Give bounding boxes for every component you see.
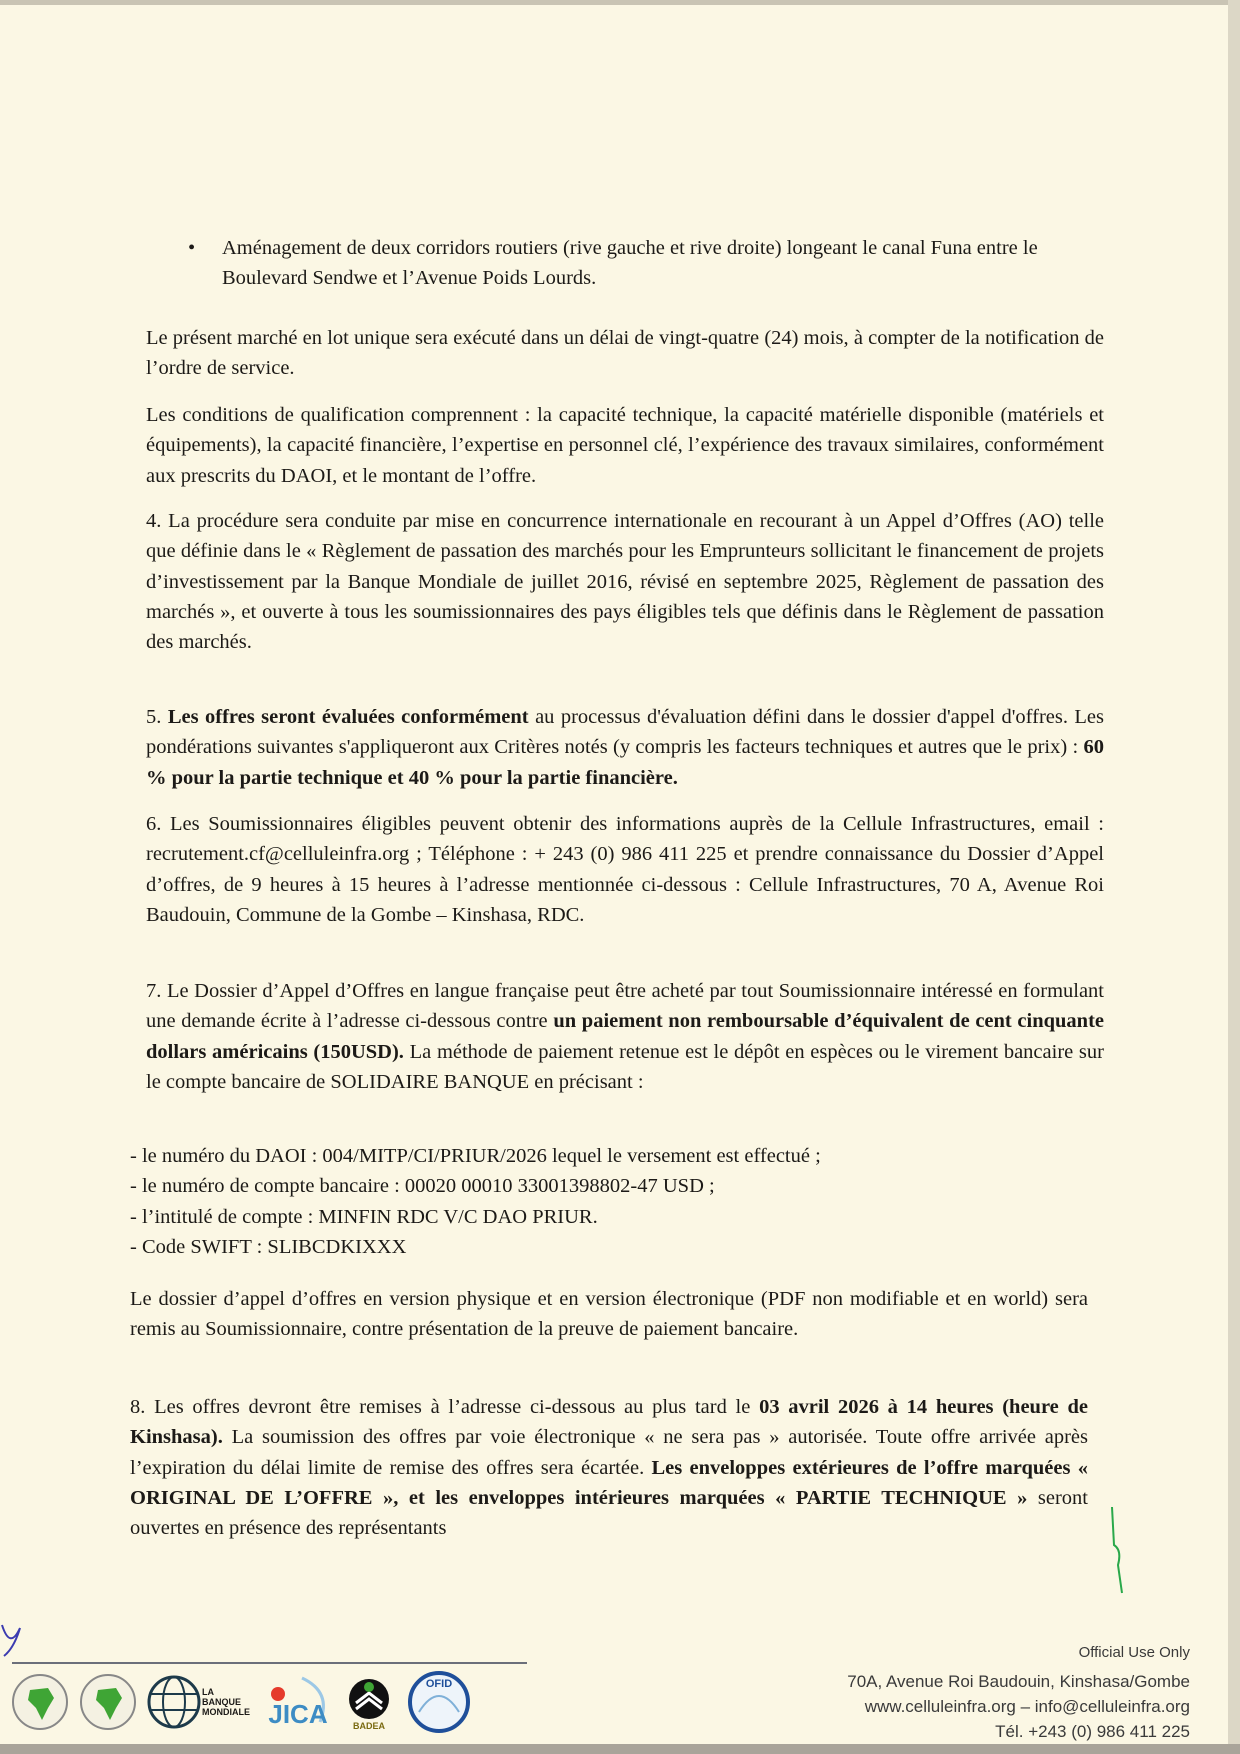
afdb-logo-icon bbox=[10, 1672, 70, 1732]
paragraph-7 bbox=[146, 976, 1104, 1097]
footer-divider bbox=[12, 1662, 527, 1664]
p7-method: La méthode de paiement retenue est le dépôt en espèces ou le virement bancaire sur le compte bancaire de bbox=[146, 1040, 1104, 1093]
handwritten-signature-mark bbox=[0, 1620, 30, 1660]
p5-weights: 60 % pour la partie technique et 40 % pour la partie financière. bbox=[146, 736, 1104, 789]
p8-deadline: 03 avril 2026 à 14 heures (heure de Kinshasa). bbox=[130, 1396, 1088, 1449]
p8-text: 8. Les offres devront être remises à l’adresse ci-dessous au plus tard le bbox=[130, 1396, 760, 1418]
handwritten-initial-mark bbox=[1108, 1505, 1128, 1595]
p8-text-2: La soumission des offres par voie électronique « ne sera pas » autorisée. Toute offre arrivée après l’expiration du délai limite de remise des offres sera écartée. bbox=[130, 1426, 1088, 1479]
p5-bold: Les offres seront évaluées conformément bbox=[167, 706, 529, 728]
footer-contact bbox=[847, 1640, 1190, 1744]
jica-logo bbox=[262, 1672, 334, 1732]
p7-text: 7. Le Dossier d’Appel d’Offres en langue française peut être acheté par tout Soumissionnaire intéressé en formulant une demande écrite à l’adresse ci-dessous contre bbox=[146, 980, 1104, 1033]
paragraph-5 bbox=[146, 702, 1104, 793]
jica-label: JICA bbox=[268, 1698, 328, 1729]
bullet-icon: • bbox=[188, 237, 196, 259]
ofid-logo bbox=[404, 1670, 474, 1734]
ofid-label: OFID bbox=[425, 1678, 453, 1690]
scan-top-edge bbox=[0, 0, 1240, 5]
p7-payment: un paiement non remboursable d’équivalent de cent cinquante dollars américains (150USD). bbox=[146, 1010, 1104, 1063]
bullet-item bbox=[188, 233, 1104, 294]
globe-icon bbox=[146, 1672, 202, 1732]
payment-details-list bbox=[130, 1141, 821, 1262]
official-use-label: Official Use Only bbox=[1078, 1644, 1190, 1661]
world-bank-logo bbox=[146, 1672, 254, 1732]
paragraph-qualification: Les conditions de qualification comprennent : la capacité technique, la capacité matérielle disponible (matériels et équipements), la capacité financière, l’expertise en personnel clé, l’expérience des travaux similaires, conformément aux prescrits du DAOI, et le montant de l’offre. bbox=[146, 404, 1104, 487]
badea-logo bbox=[342, 1673, 396, 1731]
scan-right-edge bbox=[1228, 0, 1240, 1754]
p5-text: au processus d'évaluation défini dans le dossier d'appel d'offres. Les pondérations suivantes s'appliqueront aux Critères notés (y compris les facteurs techniques et autres que le prix) : bbox=[146, 706, 1105, 759]
badea-label: BADEA bbox=[352, 1721, 385, 1731]
bullet-text: Aménagement de deux corridors routiers (rive gauche et rive droite) longeant le canal Funa entre le Boulevard Sendwe et l’Avenue Poids Lourds. bbox=[222, 237, 1038, 290]
paragraph-duration: Le présent marché en lot unique sera exécuté dans un délai de vingt-quatre (24) mois, à compter de la notification de l’ordre de service. bbox=[146, 327, 1104, 380]
list-item: - le numéro du DAOI : 004/MITP/CI/PRIUR/2026 lequel le versement est effectué ; bbox=[130, 1145, 821, 1167]
list-item: - le numéro de compte bancaire : 00020 00010 33001398802-47 USD ; bbox=[130, 1175, 715, 1198]
scan-bottom-edge bbox=[0, 1744, 1240, 1754]
partner-logos bbox=[10, 1670, 474, 1734]
list-item: - Code SWIFT : SLIBCDKIXXX bbox=[130, 1235, 407, 1258]
paragraph-4: 4. La procédure sera conduite par mise en concurrence internationale en recourant à un Appel d’Offres (AO) telle que définie dans le « Règlement de passation des marchés pour les Emprunteurs sollicitant le financement de projets d’investissement par la Banque Mondiale de juillet 2016, révisé en septembre 2025, Règlement de passation des marchés », et ouverte à tous les soumissionnaires des pays éligibles tels que définis dans le Règlement de passation des marchés. bbox=[146, 510, 1104, 654]
paragraph-dossier: Le dossier d’appel d’offres en version physique et en version électronique (PDF non modifiable et en world) sera remis au Soumissionnaire, contre présentation de la preuve de paiement bancaire. bbox=[130, 1288, 1088, 1341]
paragraph-6: 6. Les Soumissionnaires éligibles peuvent obtenir des informations auprès de la Cellule Infrastructures, email : recrutement.cf@celluleinfra.org ; Téléphone : + 243 (0) 986 411 225 et prendre connaissance du Dossier d’Appel d’offres, de 9 heures à 15 heures à l’adresse mentionnée ci-dessous : Cellule Infrastructures, 70 A, Avenue Roi Baudouin, Commune de la Gombe – Kinshasa, RDC. bbox=[146, 813, 1104, 926]
footer-address: 70A, Avenue Roi Baudouin, Kinshasa/Gombe bbox=[847, 1672, 1190, 1691]
list-item: - l’intitulé de compte : MINFIN RDC V/C DAO PRIUR. bbox=[130, 1205, 598, 1228]
p8-envelopes: Les enveloppes extérieures de l’offre marquées « ORIGINAL DE L’OFFRE », et les enveloppes intérieures marquées « PARTIE TECHNIQUE » bbox=[130, 1456, 1088, 1509]
p5-number: 5. bbox=[146, 706, 168, 728]
p7-bank: SOLIDAIRE BANQUE en précisant : bbox=[330, 1070, 644, 1093]
footer-web-email: www.celluleinfra.org – info@celluleinfra.org bbox=[864, 1697, 1190, 1716]
world-bank-label: LA BANQUE MONDIALE bbox=[202, 1687, 250, 1717]
afdf-logo-icon bbox=[78, 1672, 138, 1732]
p8-text-3: seront ouvertes en présence des représentants bbox=[130, 1486, 1088, 1540]
paragraph-8 bbox=[130, 1392, 1088, 1543]
footer-phone: Tél. +243 (0) 986 411 225 bbox=[995, 1722, 1190, 1741]
